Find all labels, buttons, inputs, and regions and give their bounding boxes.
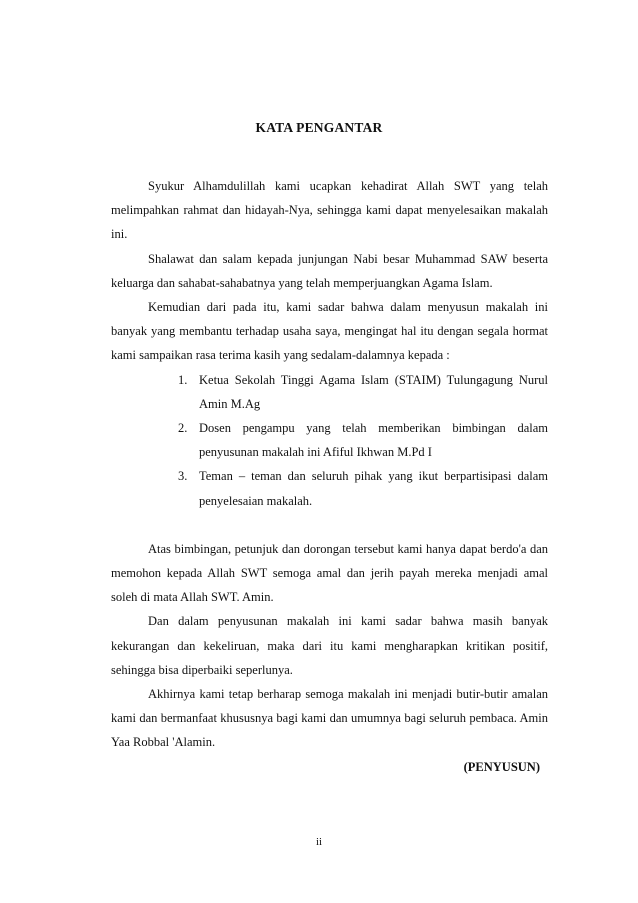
paragraph-gratitude: Syukur Alhamdulillah kami ucapkan kehadirat Allah SWT yang telah melimpahkan rahmat dan hidayah-Nya, sehingga kami dapat menyelesaikan makalah ini. [111,179,548,242]
list-text: Teman – teman dan seluruh pihak yang ikut berpartisipasi dalam penyelesaian makalah. [199,469,548,508]
paragraph-closing: Akhirnya kami tetap berharap semoga makalah ini menjadi butir-butir amalan kami dan bermanfaat khususnya bagi kami dan umumnya bagi seluruh pembaca. Amin Yaa Robbal 'Alamin. [111,687,548,750]
list-number: 3. [178,469,188,484]
document-body [111,174,548,779]
list-number: 2. [178,421,188,436]
paragraph-critique: Dan dalam penyusunan makalah ini kami sadar bahwa masih banyak kekurangan dan kekeliruan, maka dari itu kami mengharapkan kritikan positif, sehingga bisa diperbaiki seperlunya. [111,614,548,677]
paragraph-prayer: Atas bimbingan, petunjuk dan dorongan tersebut kami hanya dapat berdo'a dan memohon kepada Allah SWT semoga amal dan jerih payah mereka menjadi amal soleh di mata Allah SWT. Amin. [111,541,548,605]
page-title: KATA PENGANTAR [255,120,383,135]
paragraph-acknowledgement: Kemudian dari pada itu, kami sadar bahwa dalam menyusun makalah ini banyak yang membantu terhadap usaha saya, mengingat hal itu dengan segala hormat kami sampaikan rasa terima kasih yang sedalam-dalamnya kepada : [111,300,548,363]
paragraph-shalawat: Shalawat dan salam kepada junjungan Nabi besar Muhammad SAW beserta keluarga dan sahabat-sahabatnya yang telah memperjuangkan Agama Islam. [111,251,548,290]
list-text: Dosen pengampu yang telah memberikan bimbingan dalam penyusunan makalah ini Afiful Ikhwan M.Pd I [199,421,548,460]
page-number: ii [315,836,323,848]
signature: (PENYUSUN) [463,759,540,774]
list-item [111,416,548,464]
thanks-list [111,368,548,513]
list-text: Ketua Sekolah Tinggi Agama Islam (STAIM) Tulungagung Nurul Amin M.Ag [199,372,548,411]
list-item [111,368,548,416]
section-spacer [111,513,548,537]
list-number: 1. [178,372,188,387]
list-item [111,464,548,512]
